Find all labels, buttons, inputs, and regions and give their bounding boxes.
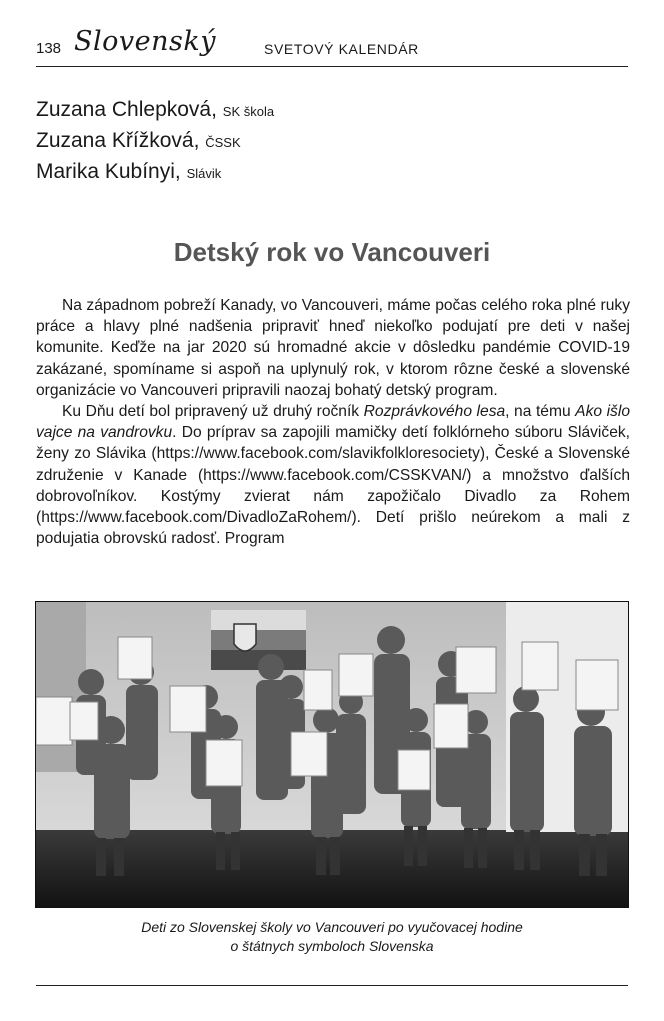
author-name: Marika Kubínyi, <box>36 160 181 183</box>
author-line <box>36 126 274 157</box>
article-body <box>36 295 630 549</box>
text-run: . Do príprav sa zapojili mamičky detí folklórneho súboru Sláviček, ženy zo Slávika (https://www.facebook.com/slavikfolkloresociety), České a Slovenské združenie v Kanade (https://www.facebook.com/CSSKVAN/) a množstvo ďalších dobrovoľníkov. Kostýmy zvierat nám zapožičalo Divadlo za Rohem (https://www.facebook.com/DivadloZaRohem/). Detí prišlo neúrekom a mali z podujatia obrovskú radosť. Program <box>36 424 630 548</box>
page-header <box>36 26 628 67</box>
article-title: Detský rok vo Vancouveri <box>173 237 491 267</box>
paragraph: Na západnom pobreží Kanady, vo Vancouveri, máme počas celého roka plné ruky práce a hlavy plné nadšenia pripraviť hneď niekoľko podujatí pre deti v našej komunite. Keďže na jar 2020 sú hromadné akcie v dôsledku pandémie COVID-19 zakázané, spomíname si aspoň na uplynulý rok, v ktorom rôzne české a slovenské organizácie vo Vancouveri pripravili naozaj bohatý detský program. <box>36 297 630 399</box>
footer-rule <box>36 985 628 986</box>
author-name: Zuzana Křížková, <box>36 129 200 152</box>
paragraph <box>36 401 630 549</box>
text-run: , na tému <box>505 403 576 421</box>
author-name: Zuzana Chlepková, <box>36 98 217 121</box>
text-run: Ku Dňu detí bol pripravený už druhý ročník <box>62 403 364 421</box>
author-org: ČSSK <box>205 135 241 150</box>
brand-logo: Slovenský <box>74 26 216 57</box>
brand-subtitle: SVETOVÝ KALENDÁR <box>264 41 419 57</box>
group-photo <box>35 601 629 908</box>
page-number: 138 <box>36 40 62 57</box>
author-org: SK škola <box>222 104 275 119</box>
italic-run: Ako išlo vajce na vandrovku <box>36 403 630 442</box>
author-org: Slávik <box>186 166 222 181</box>
photo-caption <box>36 918 628 956</box>
author-list <box>36 95 274 188</box>
author-line <box>36 157 274 188</box>
caption-line: o štátnych symboloch Slovenska <box>230 938 434 954</box>
caption-line: Deti zo Slovenskej školy vo Vancouveri po vyučovacej hodine <box>141 919 523 935</box>
italic-run: Rozprávkového lesa <box>363 403 506 421</box>
author-line <box>36 95 274 126</box>
